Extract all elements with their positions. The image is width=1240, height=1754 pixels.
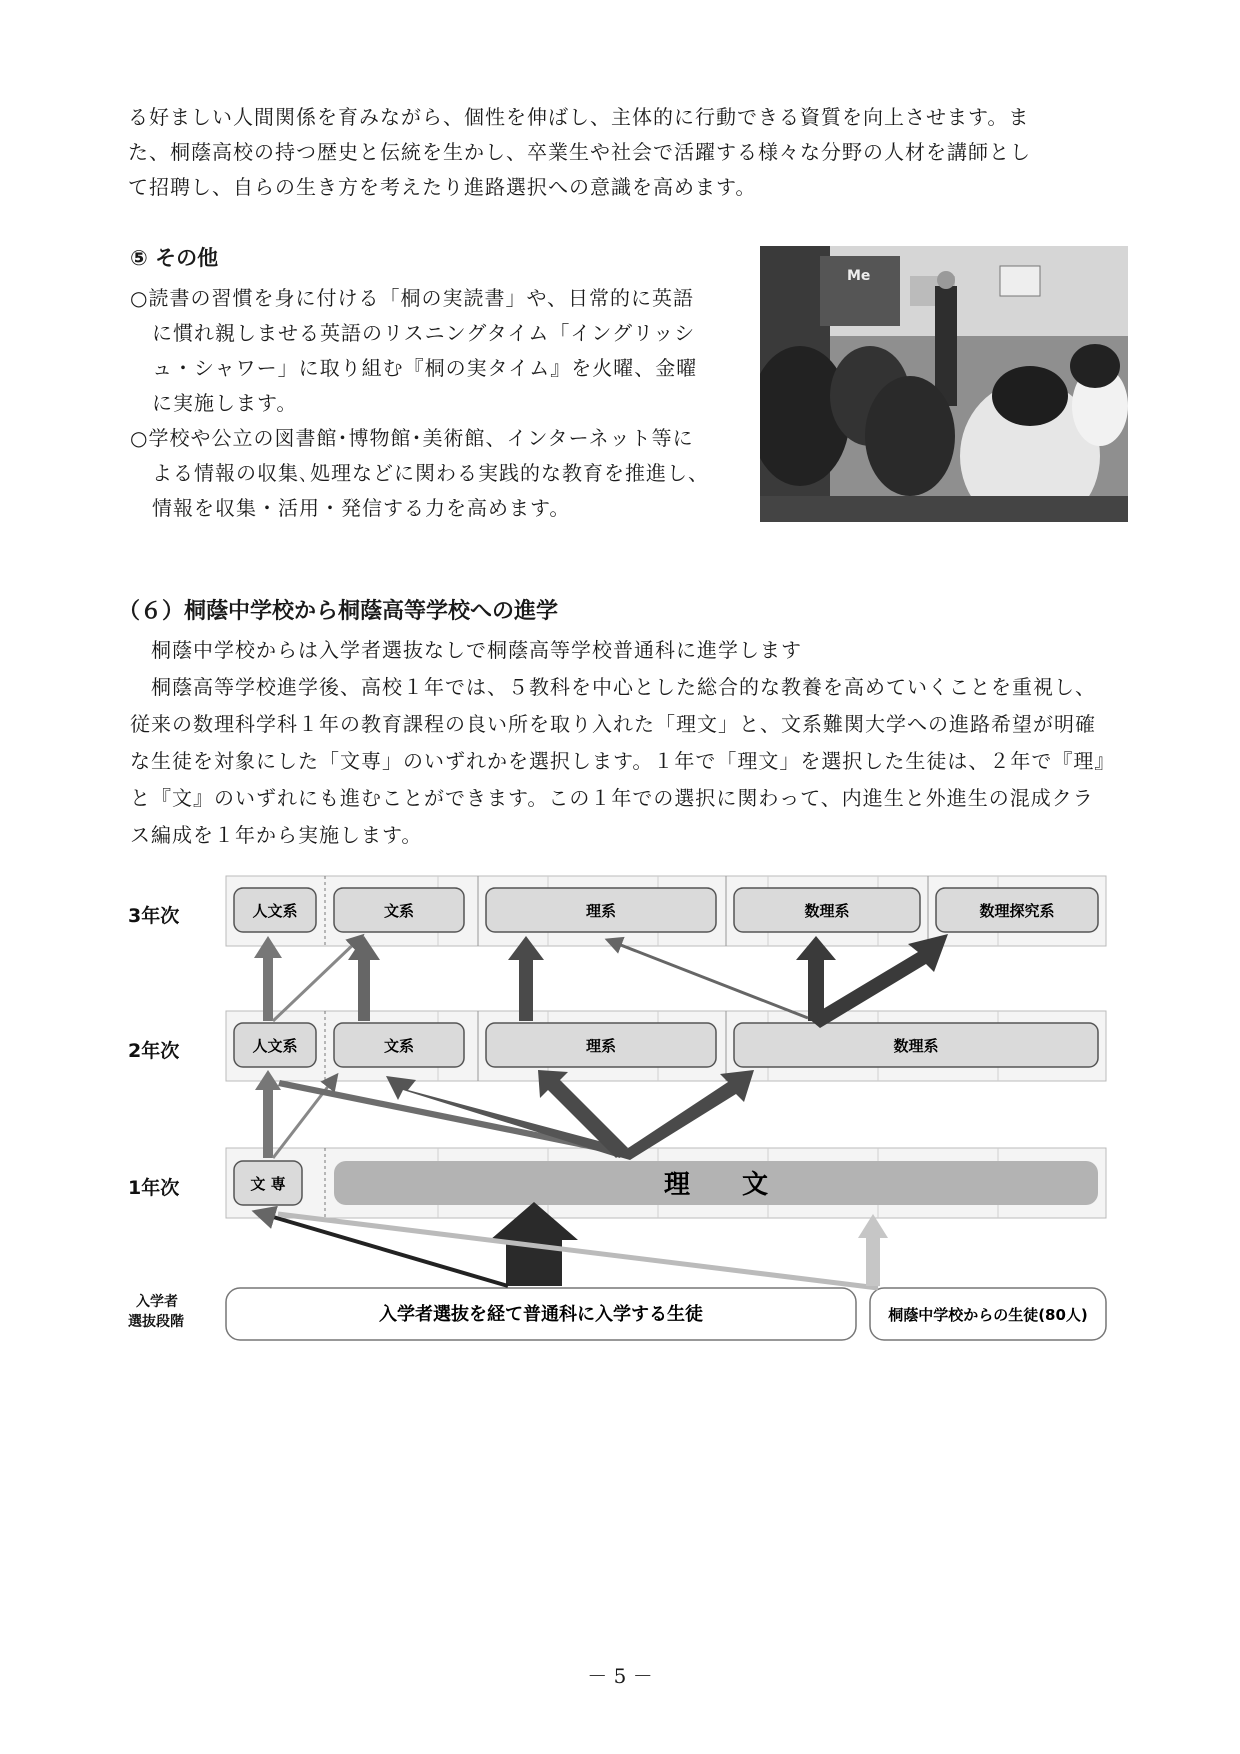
y1-bunsen: 文 専: [250, 1175, 286, 1193]
intro-line: て招聘し、自らの生き方を考えたり進路選択への意識を高めます。: [128, 175, 757, 199]
bullet-information: ○学校や公立の図書館･博物館･美術館、インターネット等に よる情報の収集､処理などに関わる実践的な教育を推進し、 情報を収集・活用・発信する力を高めます。: [130, 426, 709, 520]
y2-rikei: 理系: [585, 1037, 617, 1055]
section5-heading: ⑤ その他: [130, 246, 219, 270]
y3-suri-tankyu: 数理探究系: [979, 902, 1055, 920]
row-label-year2: 2年次: [128, 1040, 180, 1062]
photo-sign: Me: [847, 268, 871, 284]
row-label-entry-2: 選抜段階: [128, 1314, 184, 1330]
arrow-inside-to-ribun: [858, 1214, 888, 1286]
arrow-y2jinbun-to-y3jinbun: [254, 936, 282, 1021]
lecture-photo: [760, 246, 1128, 522]
section6-heading: （６）桐蔭中学校から桐蔭高等学校への進学: [118, 599, 559, 624]
y1-ribun: 理 文: [663, 1170, 769, 1200]
section6-line: 従来の数理科学科１年の教育課程の良い所を取り入れた「理文」と、文系難関大学への進路希望が明確: [130, 712, 1096, 736]
entry-outside: 入学者選抜を経て普通科に入学する生徒: [379, 1304, 703, 1325]
arrow-y2suri-to-y3rikei: [613, 942, 808, 1018]
y2-bunkei: 文系: [383, 1037, 415, 1055]
arrow-inside-to-bunsen: [278, 1214, 878, 1288]
section6-line: 桐蔭高等学校進学後、高校１年では、５教科を中心とした総合的な教養を高めていくことを重視し、: [130, 675, 1096, 699]
arrow-y2rikei-to-y3rikei: [508, 936, 544, 1021]
y3-rikei: 理系: [585, 902, 617, 920]
intro-line: る好ましい人間関係を育みながら、個性を伸ばし、主体的に行動できる資質を向上させます。ま: [128, 105, 1030, 129]
arrow-ribun-to-y2suri: [616, 1070, 754, 1160]
progression-diagram: [128, 868, 1108, 1358]
page-number: － 5 －: [587, 1664, 653, 1688]
row-label-year1: 1年次: [128, 1177, 180, 1199]
arrow-y2bunkei-to-y3bunkei: [348, 936, 380, 1021]
intro-line: た、桐蔭高校の持つ歴史と伝統を生かし、卒業生や社会で活躍する様々な分野の人材を講師とし: [128, 140, 1031, 164]
section6-paragraph: [130, 632, 1130, 854]
bullet-reading: ○読書の習慣を身に付ける「桐の実読書」や、日常的に英語 に慣れ親しませる英語のリスニングタイム「イングリッシ ュ・シャワー」に取り組む『桐の実タイム』を火曜、金曜 に実施します。: [130, 286, 698, 415]
intro-paragraph: [128, 100, 1128, 205]
y3-suri: 数理系: [804, 902, 850, 920]
row-label-entry-1: 入学者: [136, 1294, 178, 1310]
section6-line: な生徒を対象にした「文専」のいずれかを選択します。１年で「理文」を選択した生徒は、２年で『理』: [130, 749, 1116, 773]
y3-bunkei: 文系: [383, 902, 415, 920]
arrow-ribun-to-y2jinbun: [278, 1080, 625, 1156]
entry-inside: 桐蔭中学校からの生徒(80人): [888, 1306, 1088, 1324]
section6-line: 桐蔭中学校からは入学者選抜なしで桐蔭高等学校普通科に進学します: [130, 638, 802, 662]
y2-suri: 数理系: [893, 1037, 939, 1055]
section5-text: [130, 281, 750, 526]
row-label-year3: 3年次: [128, 905, 180, 927]
arrow-bunsen-to-y2jinbun: [255, 1070, 281, 1158]
section6-line: ス編成を１年から実施します。: [130, 823, 423, 847]
y2-jinbun: 人文系: [252, 1037, 298, 1055]
section6-line: と『文』のいずれにも進むことができます。この１年での選択に関わって、内進生と外進生の混成クラ: [130, 786, 1094, 810]
y3-jinbun: 人文系: [252, 902, 298, 920]
arrow-y2jinbun-to-y3bunkei: [273, 940, 358, 1021]
